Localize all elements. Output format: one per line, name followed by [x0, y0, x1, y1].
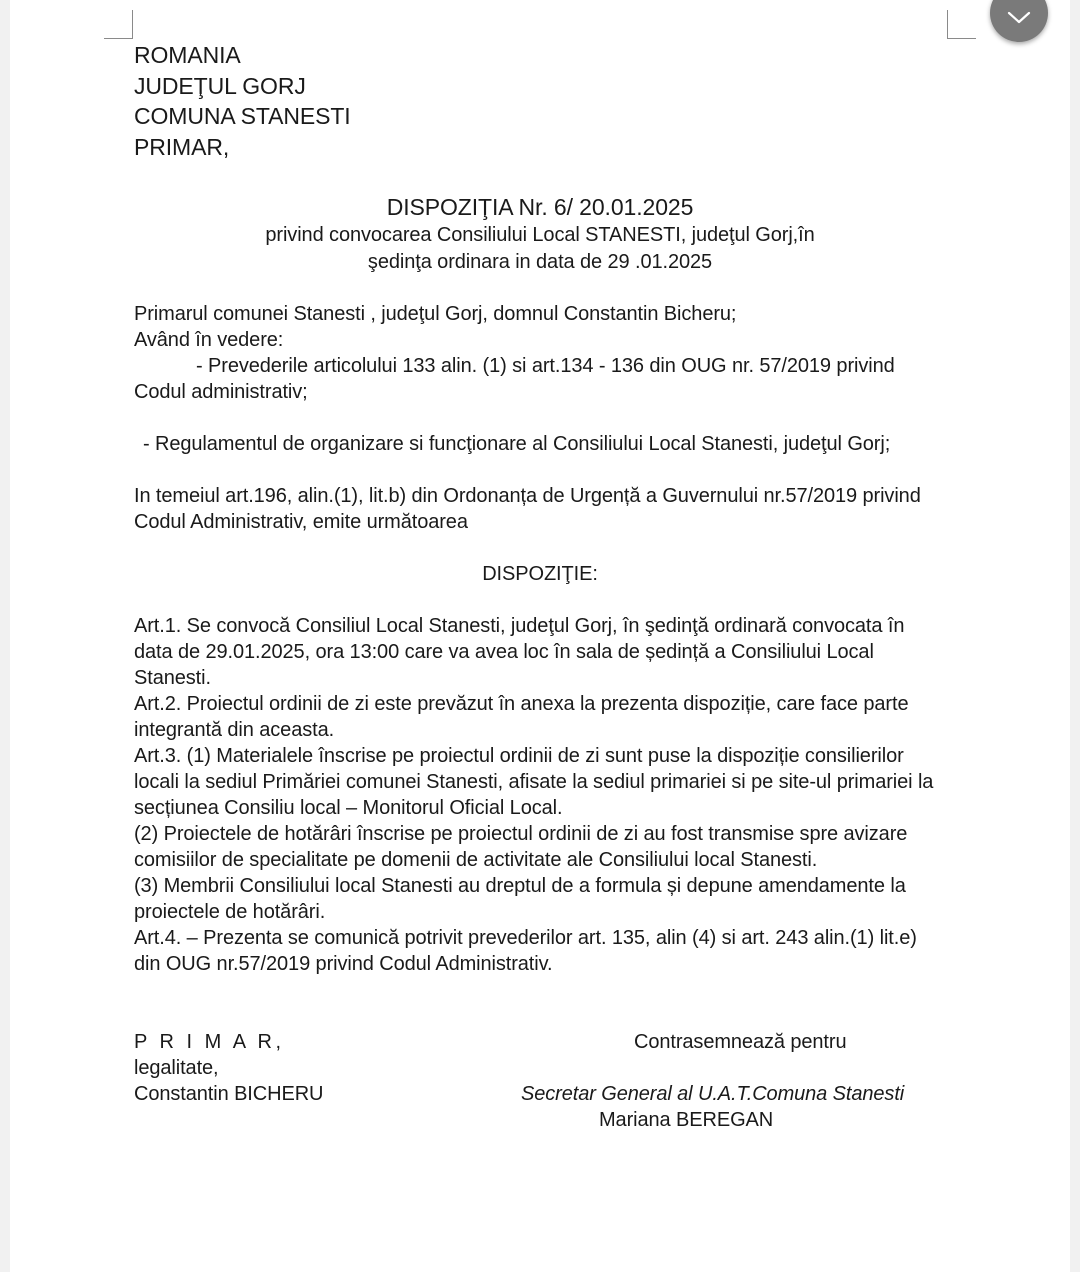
document-header	[134, 40, 946, 162]
mayor-signature	[134, 1029, 323, 1107]
secretary-title: Secretar General al U.A.T.Comuna Stanesti	[521, 1083, 905, 1105]
document-title: DISPOZIŢIA Nr. 6/ 20.01.2025	[386, 194, 694, 220]
header-commune: COMUNA STANESTI	[134, 103, 351, 129]
intro-having-regard: Având în vedere:	[134, 329, 284, 351]
secretary-name: Mariana BEREGAN	[599, 1109, 774, 1131]
article-1-label: Art.1	[134, 615, 176, 637]
article-1	[134, 613, 946, 691]
article-4	[134, 925, 946, 977]
article-4-text: . – Prezenta se comunică potrivit prevederilor art. 135, alin (4) si art. 243 alin.(1) lit.e) din OUG nr.57/2019 privind Codul Administrativ.	[134, 927, 917, 975]
intro-mayor-line: Primarul comunei Stanesti , judeţul Gorj, domnul Constantin Bicheru;	[134, 303, 737, 325]
article-2	[134, 691, 946, 743]
article-3-text: (1) Materialele înscrise pe proiectul ordinii de zi sunt puse la dispoziție consilierilor locali la sediul Primăriei comunei Stanesti, afisate la sediul primariei si pe site-ul primariei la secțiunea Consiliu local – Monitorul Oficial Local.	[134, 745, 934, 819]
margin-crop-mark-left	[104, 10, 133, 39]
document-subtitle-line1: privind convocarea Consiliului Local STANESTI, judeţul Gorj,în	[265, 224, 815, 246]
mayor-title: P R I M A R,	[134, 1031, 285, 1053]
margin-crop-mark-right	[947, 10, 976, 39]
header-county: JUDEŢUL GORJ	[134, 72, 306, 99]
article-3-label: Art.3.	[134, 745, 182, 767]
article-4-label: Art.4	[134, 927, 176, 949]
consideration-item-2: - Regulamentul de organizare si funcţionare al Consiliului Local Stanesti, judeţul Gorj;	[143, 433, 891, 455]
document-page	[10, 0, 1070, 1272]
legality-word: legalitate,	[134, 1057, 219, 1079]
header-office: PRIMAR,	[134, 133, 230, 160]
article-2-text: Proiectul ordinii de zi este prevăzut în anexa la prezenta dispoziție, care face parte integrantă din aceasta.	[134, 693, 909, 741]
disposition-heading: DISPOZIŢIE:	[482, 563, 598, 585]
countersign-label: Contrasemnează pentru	[634, 1031, 847, 1053]
article-2-label: Art.2.	[134, 693, 182, 715]
document-body	[134, 40, 946, 1139]
header-country: ROMANIA	[134, 42, 241, 68]
article-3-paragraph-3: (3) Membrii Consiliului local Stanesti au dreptul de a formula și depune amendamente la proiectele de hotărâri.	[134, 875, 906, 923]
consideration-item-1: - Prevederile articolului 133 alin. (1) si art.134 - 136 din OUG nr. 57/2019 privind Codul administrativ;	[134, 355, 895, 403]
articles-block	[134, 613, 946, 977]
document-title-block	[134, 192, 946, 276]
chevron-down-icon	[1006, 11, 1032, 25]
article-1-text: . Se convocă Consiliul Local Stanesti, judeţul Gorj, în şedinţă ordinară convocata în data de 29.01.2025, ora 13:00 care va avea loc în sala de ședință a Consiliului Local Stanesti.	[134, 615, 905, 689]
article-3-paragraph-2: (2) Proiectele de hotărâri înscrise pe proiectul ordinii de zi au fost transmise spre avizare comisiilor de specialitate pe domenii de activitate ale Consiliului local Stanesti.	[134, 823, 908, 871]
intro-block	[134, 301, 946, 405]
mayor-name: Constantin BICHERU	[134, 1083, 324, 1105]
article-3	[134, 743, 946, 821]
document-subtitle-line2: şedinţa ordinara in data de 29 .01.2025	[367, 251, 713, 273]
legal-basis-paragraph: In temeiul art.196, alin.(1), lit.b) din Ordonanța de Urgență a Guvernului nr.57/2019 privind Codul Administrativ, emite următoarea	[134, 485, 921, 533]
signature-block	[134, 1029, 946, 1139]
